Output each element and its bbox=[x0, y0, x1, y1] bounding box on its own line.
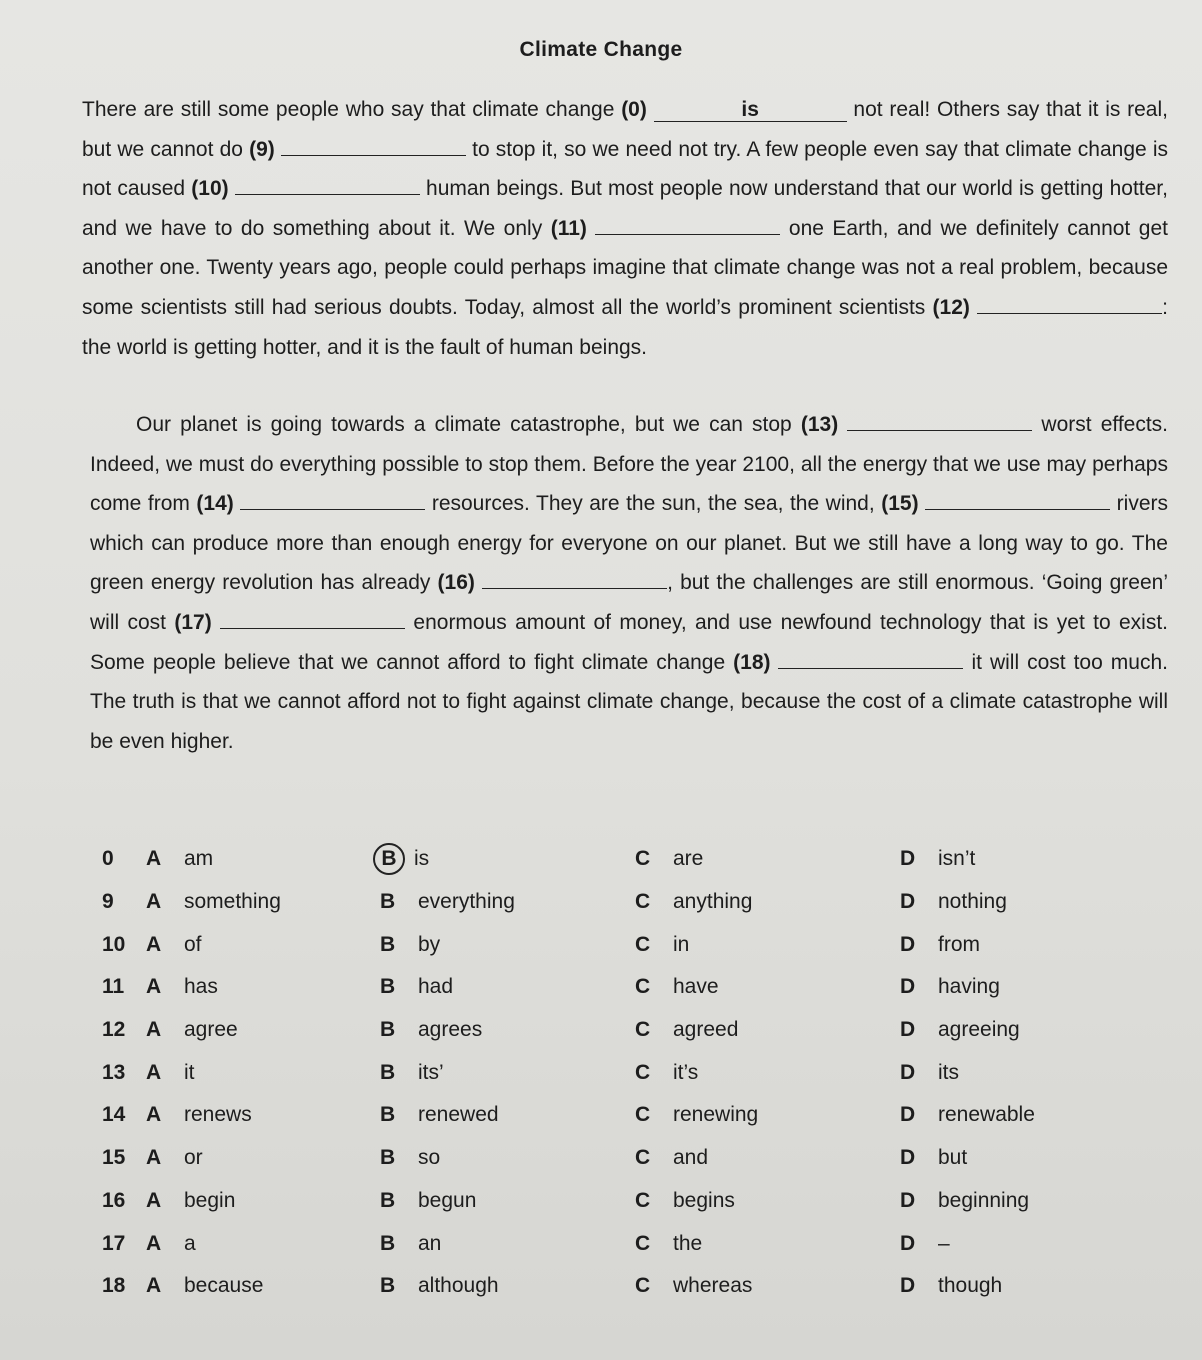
option-b[interactable] bbox=[380, 843, 635, 875]
option-b[interactable] bbox=[380, 1274, 635, 1298]
option-letter: A bbox=[146, 890, 162, 914]
option-letter: D bbox=[900, 932, 916, 956]
question-number: 11 bbox=[102, 975, 125, 999]
option-a[interactable] bbox=[146, 1232, 380, 1256]
gap-18-blank[interactable] bbox=[778, 668, 963, 669]
option-text: its bbox=[938, 1060, 959, 1084]
option-text: renewable bbox=[938, 1103, 1035, 1127]
option-text: so bbox=[418, 1146, 441, 1170]
option-text: begins bbox=[673, 1188, 735, 1212]
option-letter: B bbox=[380, 932, 396, 956]
option-letter: B bbox=[380, 975, 396, 999]
option-text: anything bbox=[673, 890, 753, 914]
question-number: 13 bbox=[102, 1060, 126, 1084]
question-row bbox=[90, 1009, 1170, 1052]
option-letter: A bbox=[146, 932, 162, 956]
option-text: it bbox=[184, 1060, 195, 1084]
option-letter: B bbox=[380, 1018, 396, 1042]
option-text: agreeing bbox=[938, 1018, 1020, 1042]
passage-text: There are still some people who say that climate change bbox=[82, 98, 615, 121]
question-row bbox=[90, 881, 1170, 924]
passage-paragraph-2 bbox=[90, 405, 1168, 761]
option-letter: B bbox=[380, 1231, 396, 1255]
option-text: beginning bbox=[938, 1188, 1030, 1212]
option-d[interactable] bbox=[900, 890, 1170, 914]
option-a[interactable] bbox=[146, 1061, 380, 1085]
question-number: 18 bbox=[102, 1274, 126, 1298]
option-letter: A bbox=[146, 1146, 162, 1170]
gap-0-answer[interactable]: is bbox=[654, 99, 847, 122]
question-row bbox=[90, 966, 1170, 1009]
option-d[interactable] bbox=[900, 1061, 1170, 1085]
option-text: having bbox=[938, 975, 1000, 999]
option-text: everything bbox=[418, 890, 515, 914]
question-row bbox=[90, 923, 1170, 966]
passage-text: one Earth, and we definitely cannot get another one. Twenty years ago, people could perhaps imagine that climate change was not a real problem, because some scientists still had serious doubts. Today, almost all the world’s prominent scientists bbox=[82, 216, 1168, 319]
option-a[interactable] bbox=[146, 975, 380, 999]
option-c[interactable] bbox=[635, 1103, 900, 1127]
option-text: something bbox=[184, 890, 281, 914]
gap-number-10: (10) bbox=[191, 177, 229, 201]
option-text: isn’t bbox=[938, 847, 976, 871]
passage-text: : the world is getting hotter, and it is the fault of human beings. bbox=[82, 295, 1168, 359]
option-letter: B bbox=[380, 1060, 396, 1084]
page-title: Climate Change bbox=[519, 38, 683, 61]
option-text: in bbox=[673, 932, 690, 956]
option-b[interactable] bbox=[380, 1103, 635, 1127]
passage-text: worst effects. Indeed, we must do everything possible to stop them. Before the year 2100, all the energy that we use may perhaps come from bbox=[90, 413, 1169, 516]
option-c[interactable] bbox=[635, 1232, 900, 1256]
gap-number-15: (15) bbox=[881, 492, 919, 516]
question-number: 14 bbox=[102, 1103, 126, 1127]
gap-number-11: (11) bbox=[550, 216, 587, 240]
option-letter: D bbox=[900, 847, 916, 871]
gap-number-16: (16) bbox=[437, 571, 475, 595]
gap-number-9: (9) bbox=[249, 137, 275, 161]
option-text: renewed bbox=[418, 1103, 499, 1127]
option-a[interactable] bbox=[146, 890, 380, 914]
option-letter: B bbox=[380, 1103, 396, 1127]
option-a[interactable] bbox=[146, 1146, 380, 1170]
option-b[interactable] bbox=[380, 1061, 635, 1085]
passage-text: to stop it, so we need not try. A few people even say that climate change is not caused bbox=[82, 137, 1169, 201]
option-text: had bbox=[418, 975, 454, 999]
passage-text: rivers which can produce more than enough energy for everyone on our planet. But we still have a long way to go. The green energy revolution has already bbox=[90, 492, 1168, 595]
passage-paragraph-1 bbox=[82, 90, 1168, 367]
option-text: are bbox=[673, 847, 704, 871]
option-a[interactable] bbox=[146, 1103, 380, 1127]
option-letter: D bbox=[900, 1146, 916, 1170]
option-text: whereas bbox=[673, 1274, 753, 1298]
gap-13-blank[interactable] bbox=[847, 430, 1032, 431]
option-text: agree bbox=[184, 1018, 238, 1042]
option-text: agrees bbox=[418, 1018, 483, 1042]
option-text: although bbox=[418, 1274, 499, 1298]
question-row bbox=[90, 1265, 1170, 1308]
gap-17-blank[interactable] bbox=[220, 628, 405, 629]
option-d[interactable] bbox=[900, 1232, 1170, 1256]
gap-number-0: (0) bbox=[621, 98, 647, 121]
option-letter: C bbox=[635, 847, 651, 871]
option-b[interactable] bbox=[380, 1146, 635, 1170]
option-text: of bbox=[184, 932, 202, 956]
gap-number-14: (14) bbox=[196, 492, 234, 516]
question-number: 9 bbox=[102, 890, 114, 914]
question-row bbox=[90, 1222, 1170, 1265]
option-letter: A bbox=[146, 1188, 162, 1212]
option-text: begin bbox=[184, 1188, 236, 1212]
option-c[interactable] bbox=[635, 975, 900, 999]
option-letter: A bbox=[146, 975, 162, 999]
option-c[interactable] bbox=[635, 847, 900, 871]
option-letter: B bbox=[380, 890, 396, 914]
option-text: but bbox=[938, 1146, 968, 1170]
option-letter: C bbox=[635, 890, 651, 914]
gap-10-blank[interactable] bbox=[235, 194, 420, 195]
option-text: the bbox=[673, 1231, 703, 1255]
option-letter: C bbox=[635, 1231, 651, 1255]
option-text: renews bbox=[184, 1103, 252, 1127]
option-text: agreed bbox=[673, 1018, 739, 1042]
option-letter: A bbox=[146, 1060, 162, 1084]
option-d[interactable] bbox=[900, 1189, 1170, 1213]
option-letter: A bbox=[146, 847, 162, 871]
gap-9-blank[interactable] bbox=[281, 155, 466, 156]
option-text: have bbox=[673, 975, 719, 999]
option-a[interactable] bbox=[146, 847, 380, 871]
option-letter: A bbox=[146, 1274, 162, 1298]
option-a[interactable] bbox=[146, 1189, 380, 1213]
option-b[interactable] bbox=[380, 933, 635, 957]
question-row bbox=[90, 1051, 1170, 1094]
passage-text: resources. They are the sun, the sea, the wind, bbox=[431, 492, 875, 516]
option-letter: C bbox=[635, 1274, 651, 1298]
option-letter: D bbox=[900, 890, 916, 914]
passage-text: enormous amount of money, and use newfound technology that is yet to exist. Some people believe that we cannot afford to fight climate change bbox=[90, 610, 1168, 674]
option-text: by bbox=[418, 932, 441, 956]
option-a[interactable] bbox=[146, 1274, 380, 1298]
option-c[interactable] bbox=[635, 1274, 900, 1298]
option-text: am bbox=[184, 847, 214, 871]
gap-number-12: (12) bbox=[932, 295, 970, 319]
option-text: an bbox=[418, 1231, 442, 1255]
option-letter: C bbox=[635, 1146, 651, 1170]
passage-text: it will cost too much. The truth is that we cannot afford not to fight against climate change, because the cost of a climate catastrophe will be even higher. bbox=[90, 650, 1168, 753]
option-letter: C bbox=[635, 1103, 651, 1127]
option-letter: D bbox=[900, 1188, 916, 1212]
option-a[interactable] bbox=[146, 1018, 380, 1042]
option-text: its’ bbox=[418, 1060, 444, 1084]
passage-text: Our planet is going towards a climate catastrophe, but we can stop bbox=[136, 413, 792, 436]
option-letter: C bbox=[635, 1018, 651, 1042]
option-text: from bbox=[938, 932, 980, 956]
option-c[interactable] bbox=[635, 1146, 900, 1170]
option-text: a bbox=[184, 1231, 196, 1255]
option-d[interactable] bbox=[900, 933, 1170, 957]
option-d[interactable] bbox=[900, 1274, 1170, 1298]
option-d[interactable] bbox=[900, 847, 1170, 871]
option-letter: D bbox=[900, 1274, 916, 1298]
gap-14-blank[interactable] bbox=[240, 509, 425, 510]
question-row bbox=[90, 1180, 1170, 1223]
option-letter: D bbox=[900, 975, 916, 999]
option-letter: A bbox=[146, 1018, 162, 1042]
option-text: because bbox=[184, 1274, 264, 1298]
option-letter: B bbox=[380, 1146, 396, 1170]
option-text: or bbox=[184, 1146, 203, 1170]
option-a[interactable] bbox=[146, 933, 380, 957]
question-number: 12 bbox=[102, 1018, 126, 1042]
question-number: 17 bbox=[102, 1231, 126, 1255]
option-c[interactable] bbox=[635, 1189, 900, 1213]
option-text: though bbox=[938, 1274, 1003, 1298]
question-row bbox=[90, 1094, 1170, 1137]
option-letter: C bbox=[635, 1060, 651, 1084]
option-d[interactable] bbox=[900, 975, 1170, 999]
option-b[interactable] bbox=[380, 890, 635, 914]
gap-15-blank[interactable] bbox=[925, 509, 1110, 510]
option-c[interactable] bbox=[635, 1061, 900, 1085]
selected-option-letter: B bbox=[373, 843, 405, 875]
option-d[interactable] bbox=[900, 1103, 1170, 1127]
option-b[interactable] bbox=[380, 1189, 635, 1213]
passage-text: human beings. But most people now understand that our world is getting hotter, and we have to do something about it. We only bbox=[82, 177, 1168, 240]
option-c[interactable] bbox=[635, 933, 900, 957]
option-text: has bbox=[184, 975, 218, 999]
passage-text: not real! Others say that it is real, but we cannot do bbox=[82, 98, 1168, 161]
question-row bbox=[90, 1137, 1170, 1180]
question-number: 15 bbox=[102, 1146, 126, 1170]
option-letter: B bbox=[380, 1274, 396, 1298]
option-c[interactable] bbox=[635, 890, 900, 914]
option-b[interactable] bbox=[380, 975, 635, 999]
option-letter: D bbox=[900, 1060, 916, 1084]
question-number: 0 bbox=[102, 847, 114, 871]
option-letter: C bbox=[635, 932, 651, 956]
option-d[interactable] bbox=[900, 1146, 1170, 1170]
option-letter: A bbox=[146, 1103, 162, 1127]
answer-options-grid bbox=[90, 838, 1170, 1308]
gap-number-13: (13) bbox=[800, 413, 839, 436]
option-text: is bbox=[414, 847, 430, 871]
option-letter: C bbox=[635, 1188, 651, 1212]
option-letter: B bbox=[380, 1188, 396, 1212]
option-text: begun bbox=[418, 1188, 477, 1212]
option-b[interactable] bbox=[380, 1018, 635, 1042]
question-row bbox=[90, 838, 1170, 881]
option-c[interactable] bbox=[635, 1018, 900, 1042]
gap-number-17: (17) bbox=[174, 610, 212, 634]
gap-16-blank[interactable] bbox=[482, 588, 667, 589]
option-text: nothing bbox=[938, 890, 1007, 914]
option-d[interactable] bbox=[900, 1018, 1170, 1042]
gap-12-blank[interactable] bbox=[977, 313, 1162, 314]
question-number: 10 bbox=[102, 932, 126, 956]
option-text: – bbox=[938, 1231, 950, 1255]
option-letter: D bbox=[900, 1103, 916, 1127]
option-letter: A bbox=[146, 1231, 162, 1255]
option-text: and bbox=[673, 1146, 709, 1170]
gap-11-blank[interactable] bbox=[595, 234, 780, 235]
option-text: renewing bbox=[673, 1103, 759, 1127]
option-letter: C bbox=[635, 975, 651, 999]
question-number: 16 bbox=[102, 1188, 126, 1212]
option-text: it’s bbox=[673, 1060, 699, 1084]
option-letter: D bbox=[900, 1018, 916, 1042]
option-b[interactable] bbox=[380, 1232, 635, 1256]
option-letter: D bbox=[900, 1231, 916, 1255]
gap-number-18: (18) bbox=[733, 650, 771, 674]
passage-text: , but the challenges are still enormous. ‘Going green’ will cost bbox=[90, 571, 1169, 634]
